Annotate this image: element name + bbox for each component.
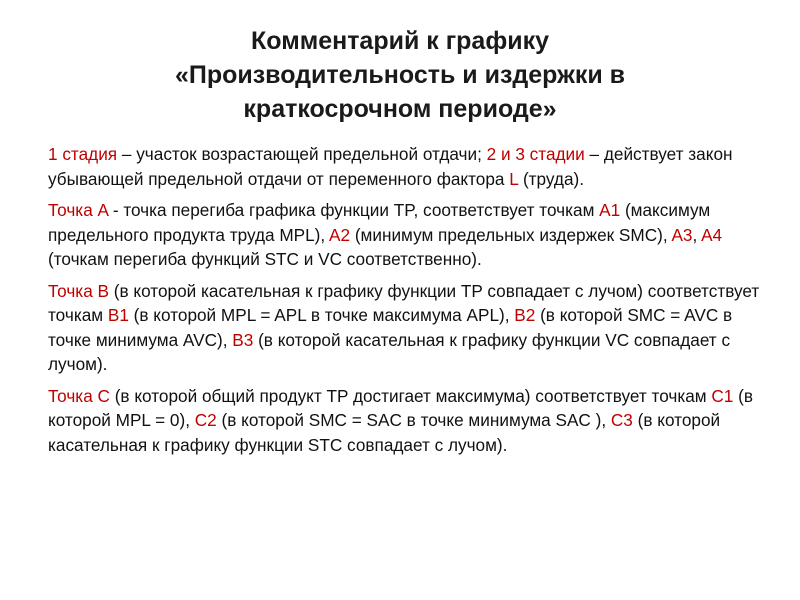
factor-l-label: L [509,168,519,189]
point-c-label: Точка C [48,385,110,406]
text-segment: (максимум предельного продукта труда MPL), [48,200,711,245]
text-segment: (в которой SMC = AVC в точке минимума AVC), [48,305,733,350]
title-line-2: «Производительность и издержки в [174,61,626,89]
text-segment: (в которой касательная к графику функции TP совпадает с лучом) соответствует точкам [48,280,760,325]
point-a2-label: A2 [329,224,351,245]
text-segment: (в которой касательная к графику функции VC совпадает с лучом). [48,329,731,374]
paragraph-point-a [48,198,768,272]
text-segment: – действует закон убывающей предельной отдачи от переменного фактора [48,144,733,189]
point-b1-label: B1 [107,305,129,325]
text-segment: (в которой MPL = APL в точке максимума APL), [128,305,515,325]
text-segment: (в которой касательная к графику функции STC совпадает с лучом). [48,410,721,455]
text-segment: (труда). [518,168,585,189]
point-c2-label: C2 [194,410,217,430]
text-segment: (точкам перегиба функций STC и VC соответственно). [48,249,482,269]
point-a4-label: A4 [701,224,723,245]
text-segment: - точка перегиба графика функции TP, соответствует точкам [108,200,600,220]
title-line-3: краткосрочном периоде» [243,95,557,123]
title-line-1: Комментарий к графику [251,27,549,55]
point-b3-label: B3 [232,329,254,350]
text-segment: (минимум предельных издержек SMC), [350,224,672,245]
point-c3-label: C3 [610,410,633,430]
point-b2-label: B2 [514,305,536,325]
text-segment: , [692,224,702,245]
paragraph-stages [48,142,768,191]
text-segment: (в которой общий продукт TP достигает максимума) соответствует точкам [109,385,712,406]
point-a1-label: A1 [599,200,621,220]
point-b-label: Точка B [48,280,109,301]
paragraph-point-c [48,384,768,458]
text-segment: – участок возрастающей предельной отдачи; [117,144,487,164]
point-a-label: Точка A [48,200,109,220]
point-a3-label: A3 [671,224,693,245]
stage-2-3-label: 2 и 3 стадии [486,144,585,164]
paragraph-point-b [48,279,768,377]
stage-1-label: 1 стадия [48,144,118,164]
text-segment: (в которой SMC = SAC в точке минимума SAC ), [216,410,611,430]
slide-title [0,24,800,126]
comment-body [48,142,768,464]
point-c1-label: C1 [711,385,734,406]
text-segment: (в которой MPL = 0), [48,385,753,430]
